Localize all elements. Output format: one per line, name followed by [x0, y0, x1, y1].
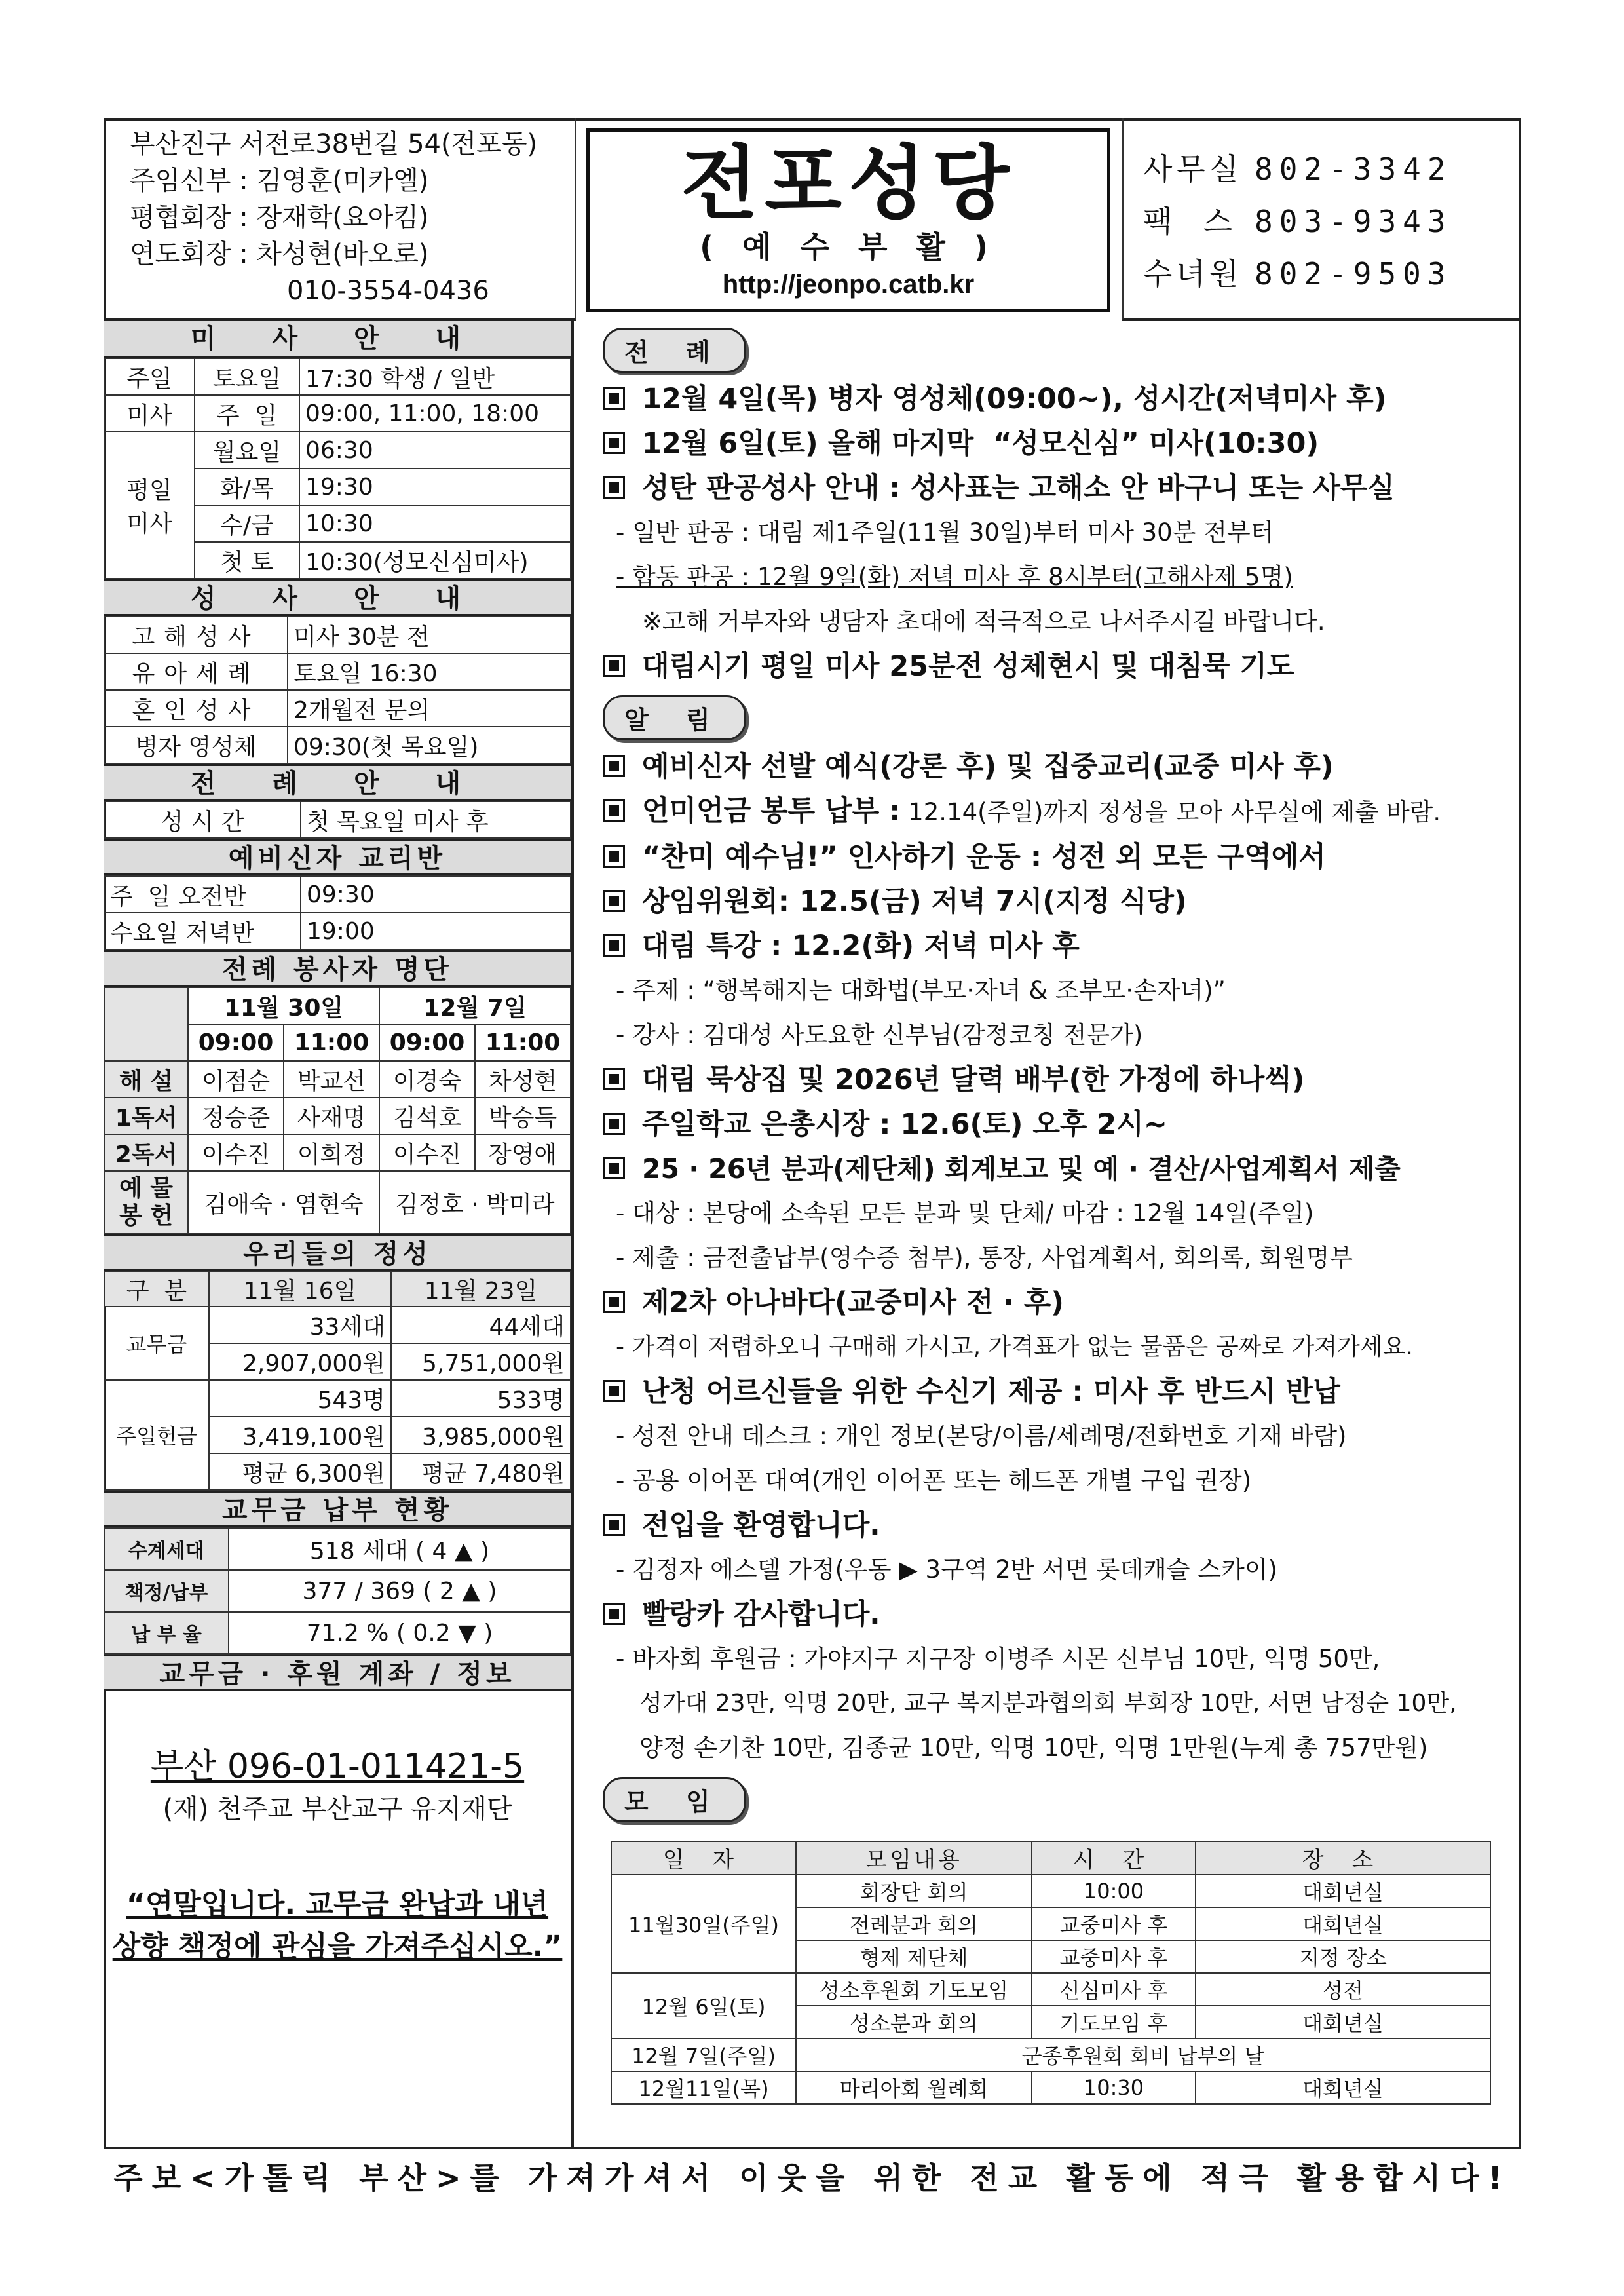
meeting-table	[611, 1841, 1491, 2105]
server-name: 이경숙	[379, 1061, 475, 1098]
district-president: 연도회장 : 차성현(바오로)	[130, 239, 429, 269]
notice-item: 대림 묵상집 및 2026년 달력 배부(한 가정에 하나씩)	[576, 1058, 1521, 1102]
offering-value: 5,751,000원	[391, 1343, 571, 1380]
notice-item: 전입을 환영합니다.	[576, 1503, 1521, 1548]
notice-badge: 알 림	[603, 695, 746, 740]
offering-col: 구 분	[104, 1272, 209, 1307]
server-date: 11월 30일	[188, 987, 379, 1024]
server-role: 1독서	[104, 1098, 188, 1134]
server-offer: 김애숙 · 염현숙	[188, 1171, 379, 1234]
offering-table	[104, 1271, 571, 1491]
meeting-content: 군종후원회 회비 납부의 날	[796, 2038, 1490, 2071]
notice-sub: - 공용 이어폰 대여(개인 이어폰 또는 헤드폰 개별 구입 권장)	[616, 1466, 1252, 1495]
meeting-badge: 모 임	[603, 1777, 746, 1822]
meeting-place: 대회년실	[1196, 1875, 1490, 1907]
dues-table	[104, 1527, 571, 1655]
sunday-offering-label: 주일헌금	[104, 1380, 209, 1490]
meeting-content: 전례분과 회의	[796, 1907, 1032, 1940]
bullet-square-icon	[603, 1380, 625, 1402]
servers-corner	[104, 987, 188, 1061]
masthead	[586, 128, 1110, 312]
meeting-content: 성소분과 회의	[796, 2006, 1032, 2038]
server-name: 이희정	[284, 1134, 379, 1171]
mass-day: 수/금	[195, 505, 299, 542]
offering-value: 3,985,000원	[391, 1417, 571, 1453]
mass-day: 토요일	[195, 358, 299, 395]
sacraments-heading: 성 사 안 내	[104, 579, 571, 616]
server-name: 김석호	[379, 1098, 475, 1134]
server-name: 박승득	[475, 1098, 571, 1134]
sacrament-name: 병자 영성체	[104, 727, 288, 763]
parish-subtitle: ( 예 수 부 활 )	[700, 229, 997, 265]
meeting-place: 성전	[1196, 1973, 1490, 2006]
bullet-square-icon	[603, 799, 625, 822]
notice-item: 난청 어르신들을 위한 수신기 제공 : 미사 후 반드시 반납	[576, 1369, 1521, 1414]
bullet-square-icon	[603, 755, 625, 777]
account-holder: (재) 천주교 부산교구 유지재단	[162, 1794, 512, 1824]
class-time: 09:30	[301, 876, 571, 913]
server-name: 장영애	[475, 1134, 571, 1171]
sacrament-name: 고해성사	[104, 617, 288, 653]
mass-day: 첫 토	[195, 542, 299, 579]
mass-time: 06:30	[299, 432, 571, 469]
meeting-time: 신심미사 후	[1032, 1973, 1196, 2006]
offering-col: 11월 16일	[209, 1272, 391, 1307]
dues-label: 수계세대	[104, 1528, 229, 1570]
notice-sub: - 김정자 에스델 가정(우동 ▶ 3구역 2반 서면 롯데캐슬 스카이)	[616, 1556, 1277, 1584]
parish-info	[104, 118, 576, 321]
notice-sub: - 성전 안내 데스크 : 개인 정보(본당/이름/세례명/전화번호 기재 바람)	[616, 1422, 1347, 1450]
liturgy-table	[104, 801, 571, 839]
parish-dues-label: 교무금	[104, 1307, 209, 1380]
liturgy-badge: 전 례	[603, 328, 746, 373]
sunday-label: 주일	[104, 358, 195, 395]
liturgy-heading: 전 례 안 내	[104, 764, 571, 801]
offering-value: 543명	[209, 1380, 391, 1417]
dues-heading: 교무금 납부 현황	[104, 1491, 571, 1527]
catechumen-heading: 예비신자 교리반	[104, 839, 571, 875]
servers-table	[104, 987, 571, 1234]
liturgy-sub: - 일반 판공 : 대림 제1주일(11월 30일)부터 미사 30분 전부터	[616, 518, 1274, 546]
council-president: 평협회장 : 장재학(요아킴)	[130, 202, 429, 233]
notice-sub: - 대상 : 본당에 소속된 모든 분과 및 단체/ 마감 : 12월 14일(주일)	[616, 1199, 1314, 1227]
sacrament-name: 혼인성사	[104, 690, 288, 727]
sacrament-info: 09:30(첫 목요일)	[288, 727, 571, 763]
liturgy-item: 성탄 판공성사 안내 : 성사표는 고해소 안 바구니 또는 사무실	[576, 466, 1521, 510]
phone-fax: 팩 스 803-9343	[1143, 204, 1452, 239]
mass-day: 주 일	[195, 395, 299, 432]
server-name: 이점순	[188, 1061, 284, 1098]
notice-sub: 성가대 23만, 익명 20만, 교구 복지분과협의회 부회장 10만, 서면 남정순 10만,	[639, 1690, 1457, 1717]
meeting-date: 12월11일(목)	[611, 2071, 796, 2104]
notice-item: “찬미 예수님!” 인사하기 운동 : 성전 외 모든 구역에서	[576, 835, 1521, 879]
liturgy-item: 12월 4일(목) 병자 영성체(09:00~), 성시간(저녁미사 후)	[576, 377, 1521, 421]
server-name: 사재명	[284, 1098, 379, 1134]
notice-sub: - 주제 : “행복해지는 대화법(부모·자녀 & 조부모·손자녀)”	[616, 976, 1226, 1004]
mass-time: 09:00, 11:00, 18:00	[299, 395, 571, 432]
sacrament-info: 토요일 16:30	[288, 653, 571, 690]
server-role: 2독서	[104, 1134, 188, 1171]
server-time: 09:00	[379, 1024, 475, 1061]
bullet-square-icon	[603, 845, 625, 868]
dues-label: 책정/납부	[104, 1570, 229, 1612]
bullet-square-icon	[603, 1113, 625, 1135]
offering-value: 3,419,100원	[209, 1417, 391, 1453]
meeting-time: 10:30	[1032, 2071, 1196, 2104]
notice-sub: - 바자회 후원금 : 가야지구 지구장 이병주 시몬 신부님 10만, 익명 50만,	[616, 1645, 1380, 1673]
class-time: 19:00	[301, 913, 571, 949]
meeting-date: 12월 7일(주일)	[611, 2038, 796, 2071]
footer-banner: 주보<가톨릭 부산>를 가져가셔서 이웃을 위한 전교 활동에 적극 활용합시다!	[113, 2160, 1511, 2196]
sacraments-table	[104, 616, 571, 764]
notice-sub: - 강사 : 김대성 사도요한 신부님(감정코칭 전문가)	[616, 1021, 1143, 1049]
server-name: 차성현	[475, 1061, 571, 1098]
sacrament-name: 유아세례	[104, 653, 288, 690]
meeting-col: 모임내용	[796, 1841, 1032, 1875]
bullet-square-icon	[603, 476, 625, 499]
meeting-time: 10:00	[1032, 1875, 1196, 1907]
liturgy-sub: - 합동 판공 : 12월 9일(화) 저녁 미사 후 8시부터(고해사제 5명)	[616, 563, 1293, 591]
server-name: 이수진	[188, 1134, 284, 1171]
bullet-square-icon	[603, 1157, 625, 1179]
dues-value: 377 / 369 ( 2 ▲ )	[229, 1570, 571, 1612]
meeting-place: 대회년실	[1196, 1907, 1490, 1940]
server-role: 해 설	[104, 1061, 188, 1098]
class-name: 주 일 오전반	[104, 876, 301, 913]
mass-time: 17:30 학생 / 일반	[299, 358, 571, 395]
servers-heading: 전례 봉사자 명단	[104, 950, 571, 987]
bullet-square-icon	[603, 655, 625, 677]
offering-heading: 우리들의 정성	[104, 1234, 571, 1271]
notice-item: 빨랑카 감사합니다.	[576, 1592, 1521, 1637]
bullet-square-icon	[603, 387, 625, 410]
mass-time: 10:30	[299, 505, 571, 542]
notice-item: 예비신자 선발 예식(강론 후) 및 집중교리(교중 미사 후)	[576, 744, 1521, 789]
mass-time: 10:30(성모신심미사)	[299, 542, 571, 579]
offering-value: 44세대	[391, 1307, 571, 1343]
notice-sub: 양정 손기찬 10만, 김종균 10만, 익명 10만, 익명 1만원(누계 총 757만원)	[639, 1734, 1428, 1762]
server-time: 09:00	[188, 1024, 284, 1061]
liturgy-item: 12월 6일(토) 올해 마지막 “성모신심” 미사(10:30)	[576, 421, 1521, 466]
meeting-col: 장 소	[1196, 1841, 1490, 1875]
mass-day: 화/목	[195, 469, 299, 505]
catechumen-table	[104, 875, 571, 950]
sacrament-info: 2개월전 문의	[288, 690, 571, 727]
right-column	[576, 321, 1521, 2149]
notice-sub: - 제출 : 금전출납부(영수증 첨부), 통장, 사업계획서, 회의록, 회원명부	[616, 1244, 1353, 1272]
offering-value: 533명	[391, 1380, 571, 1417]
notice-item: 상임위원회: 12.5(금) 저녁 7시(지정 식당)	[576, 879, 1521, 924]
notice-item: 25 · 26년 분과(제단체) 회계보고 및 예 · 결산/사업계획서 제출	[576, 1147, 1521, 1191]
meeting-date: 12월 6일(토)	[611, 1973, 796, 2038]
offering-value: 평균 6,300원	[209, 1453, 391, 1490]
server-name: 이수진	[379, 1134, 475, 1171]
phone-convent: 수녀원 802-9503	[1143, 256, 1452, 292]
server-time: 11:00	[284, 1024, 379, 1061]
pastor: 주임신부 : 김영훈(미카엘)	[130, 166, 429, 196]
server-time: 11:00	[475, 1024, 571, 1061]
mass-day: 월요일	[195, 432, 299, 469]
meeting-place: 대회년실	[1196, 2071, 1490, 2104]
liturgy-info: 첫 목요일 미사 후	[301, 801, 571, 838]
meeting-time: 교중미사 후	[1032, 1940, 1196, 1973]
bullet-square-icon	[603, 890, 625, 912]
server-name: 박교선	[284, 1061, 379, 1098]
meeting-col: 시 간	[1032, 1841, 1196, 1875]
mass-heading: 미 사 안 내	[104, 321, 571, 358]
dues-value: 71.2 % ( 0.2 ▼ )	[229, 1612, 571, 1654]
offering-col: 11월 23일	[391, 1272, 571, 1307]
address: 부산진구 서전로38번길 54(전포동)	[130, 129, 538, 159]
meeting-date: 11월30일(주일)	[611, 1875, 796, 1973]
weekday-label: 평일 미사	[104, 432, 195, 579]
district-phone: 010-3554-0436	[287, 276, 489, 306]
meeting-content: 형제 제단체	[796, 1940, 1032, 1973]
account-box	[104, 1691, 571, 1968]
dues-label: 납 부 율	[104, 1612, 229, 1654]
notice-item: 주일학교 은총시장 : 12.6(토) 오후 2시~	[576, 1102, 1521, 1147]
notice-sub: - 가격이 저렴하오니 구매해 가시고, 가격표가 없는 물품은 공짜로 가져가세요.	[616, 1333, 1413, 1360]
account-note: “연말입니다. 교무금 완납과 내년 상향 책정에 관심을 가져주십시오.”	[112, 1888, 563, 1963]
bullet-square-icon	[603, 934, 625, 957]
server-name: 정승준	[188, 1098, 284, 1134]
meeting-content: 회장단 회의	[796, 1875, 1032, 1907]
bullet-square-icon	[603, 1514, 625, 1536]
left-column	[104, 321, 574, 2149]
meeting-time: 교중미사 후	[1032, 1907, 1196, 1940]
contact-phones	[1122, 118, 1521, 321]
notice-item: 언미언금 봉투 납부 : 12.14(주일)까지 정성을 모아 사무실에 제출 바람.	[576, 789, 1521, 835]
offering-value: 2,907,000원	[209, 1343, 391, 1380]
mass-time: 19:30	[299, 469, 571, 505]
offering-value: 평균 7,480원	[391, 1453, 571, 1490]
notice-item: 제2차 아나바다(교중미사 전 · 후)	[576, 1280, 1521, 1325]
bullet-square-icon	[603, 432, 625, 454]
liturgy-item: 대림시기 평일 미사 25분전 성체현시 및 대침묵 기도	[576, 644, 1521, 689]
account-number: 부산 096-01-011421-5	[150, 1747, 525, 1786]
account-heading: 교무금 · 후원 계좌 / 정보	[104, 1655, 571, 1691]
liturgy-sub: ※고해 거부자와 냉담자 초대에 적극적으로 나서주시길 바랍니다.	[642, 607, 1325, 636]
server-role-offer: 예 물 봉 헌	[104, 1171, 188, 1234]
meeting-col: 일 자	[611, 1841, 796, 1875]
server-offer: 김정호 · 박미라	[379, 1171, 571, 1234]
notice-item: 대림 특강 : 12.2(화) 저녁 미사 후	[576, 924, 1521, 968]
meeting-time: 기도모임 후	[1032, 2006, 1196, 2038]
meeting-place: 지정 장소	[1196, 1940, 1490, 1973]
offering-value: 33세대	[209, 1307, 391, 1343]
parish-url[interactable]: http://jeonpo.catb.kr	[722, 270, 975, 299]
server-date: 12월 7일	[379, 987, 571, 1024]
bullet-square-icon	[603, 1603, 625, 1625]
meeting-content: 성소후원회 기도모임	[796, 1973, 1032, 2006]
liturgy-name: 성 시 간	[104, 801, 301, 838]
class-name: 수요일 저녁반	[104, 913, 301, 949]
sacrament-info: 미사 30분 전	[288, 617, 571, 653]
parish-title: 전포성당	[681, 136, 1016, 230]
meeting-place: 대회년실	[1196, 2006, 1490, 2038]
bullet-square-icon	[603, 1068, 625, 1090]
phone-office: 사무실 802-3342	[1143, 151, 1452, 187]
mass-table	[104, 358, 571, 579]
bullet-square-icon	[603, 1291, 625, 1313]
meeting-content: 마리아회 월례회	[796, 2071, 1032, 2104]
dues-value: 518 세대 ( 4 ▲ )	[229, 1528, 571, 1570]
sunday-label-2: 미사	[104, 395, 195, 432]
